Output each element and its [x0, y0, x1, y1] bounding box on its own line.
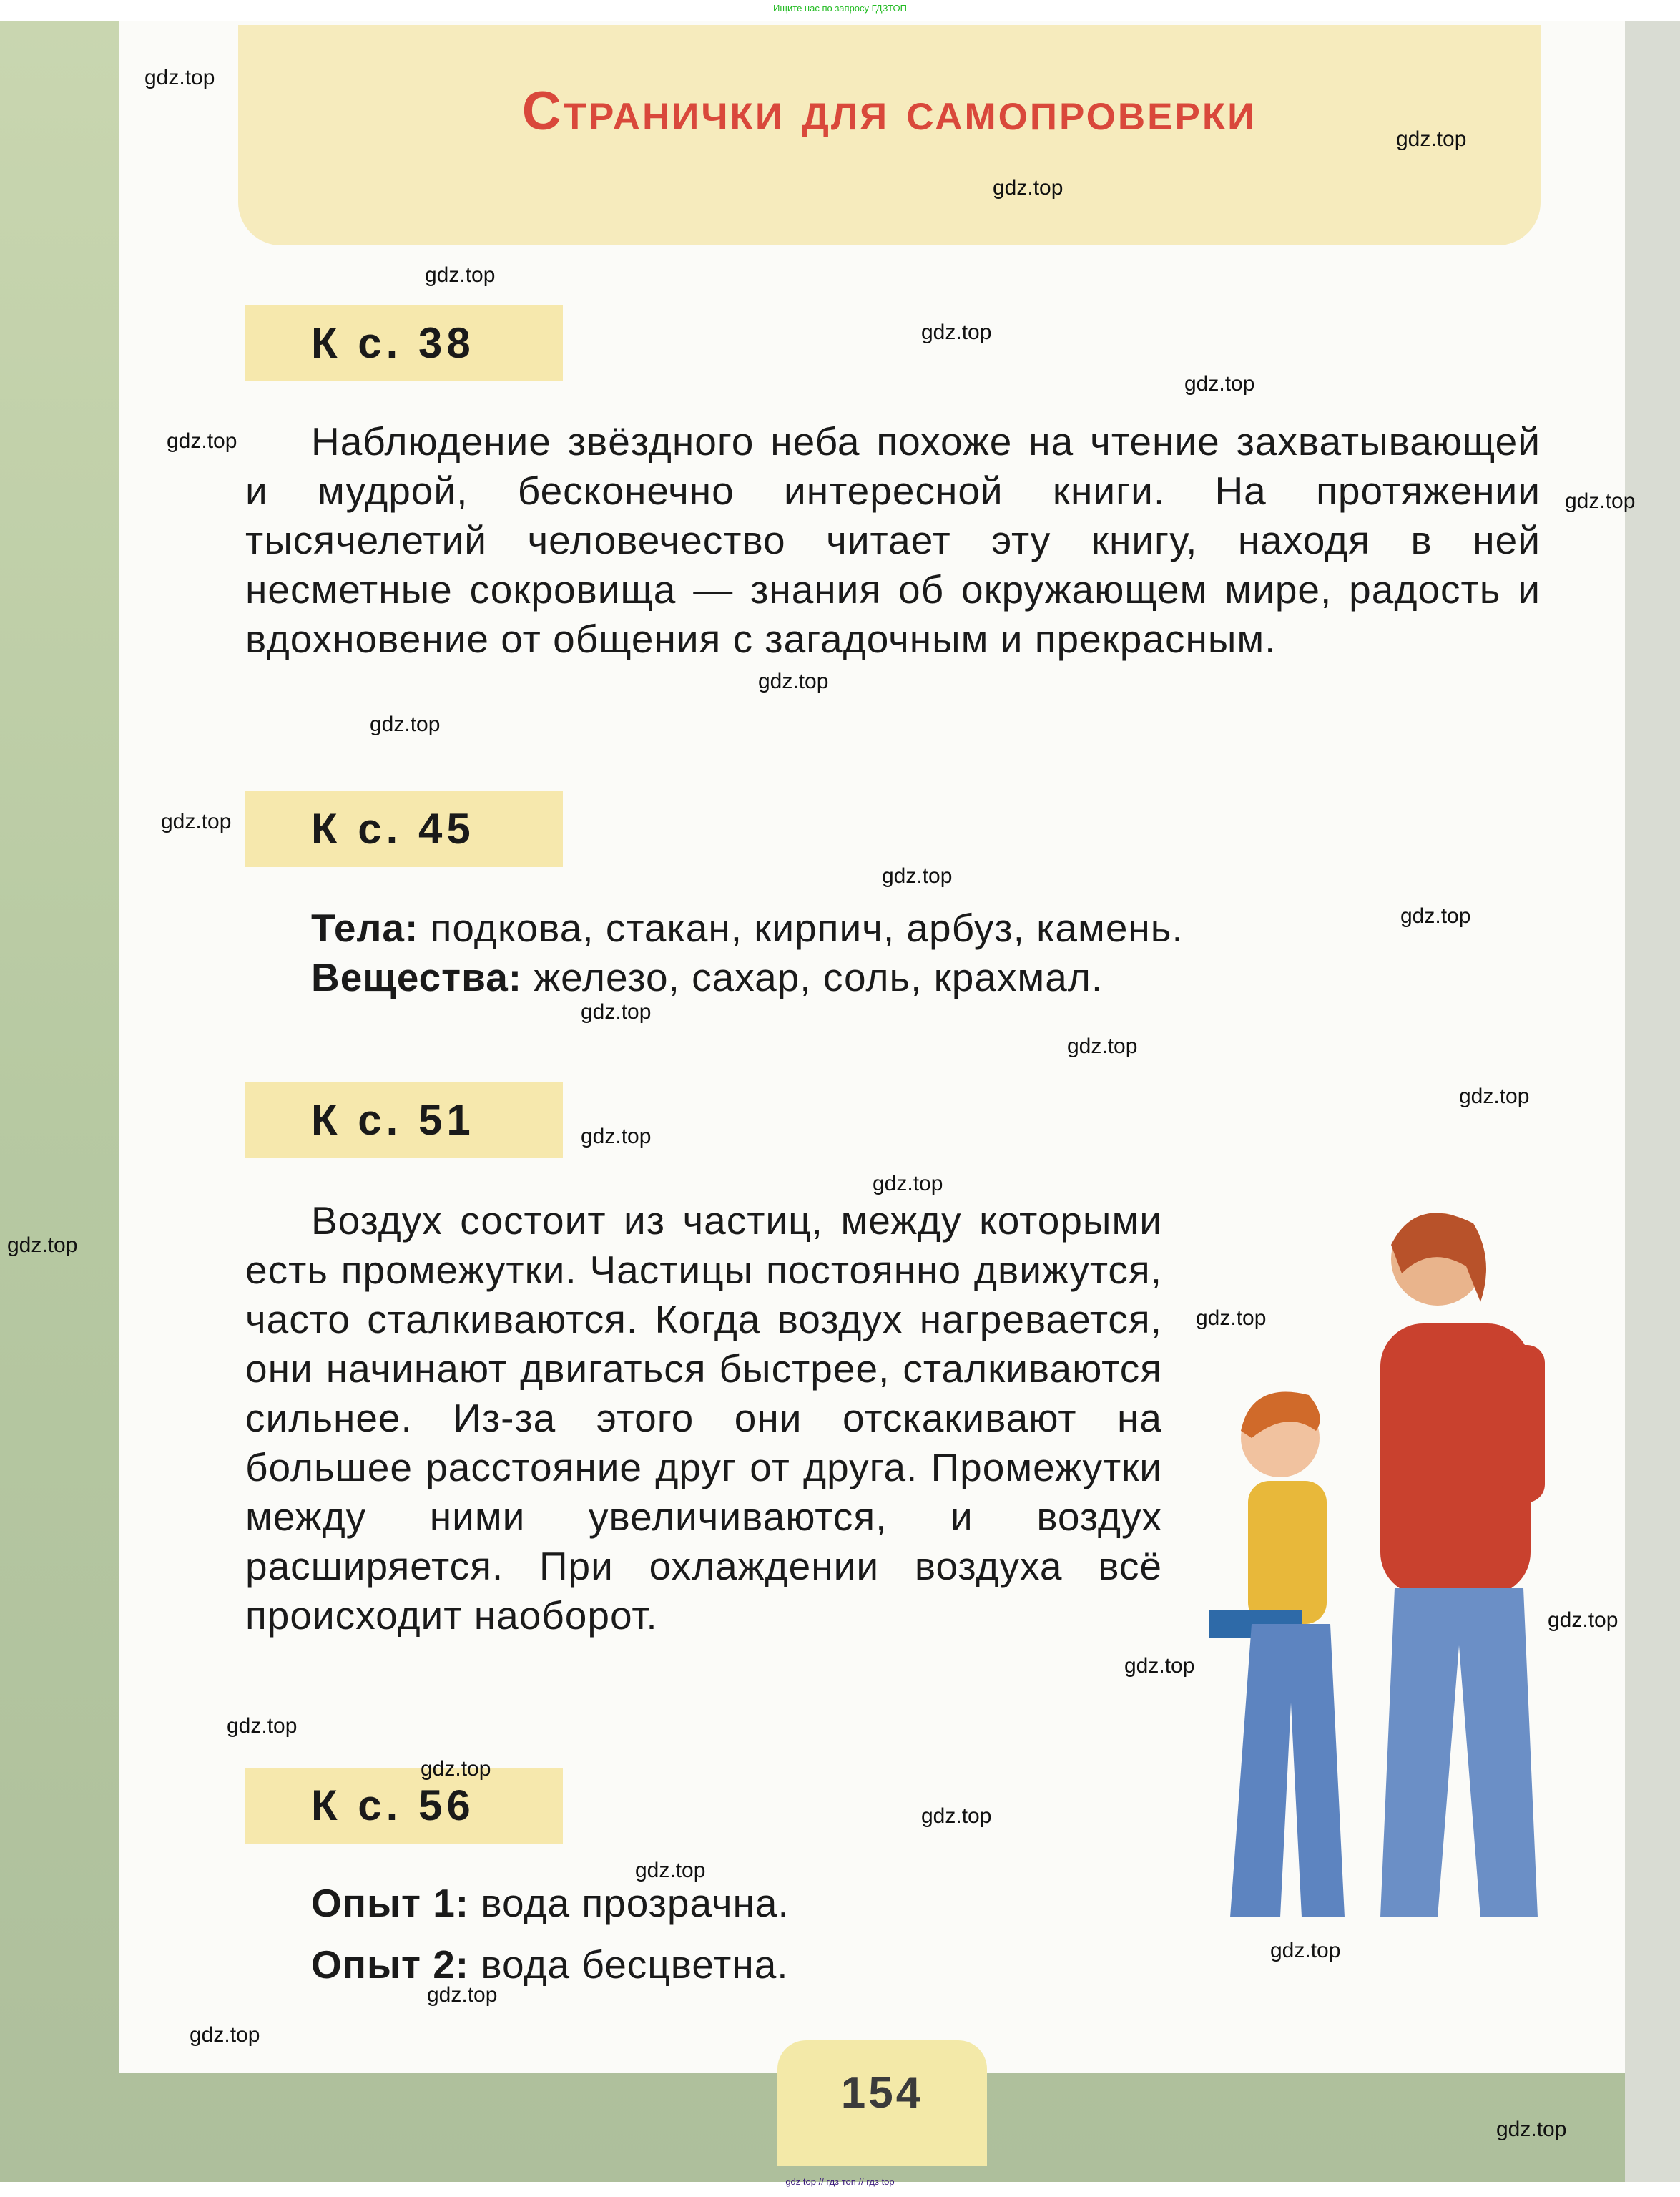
answer-text: Наблюдение звёздного неба похоже на чтение захватывающей и мудрой, бесконечно интересной книги. На протяжении тысячелетий человечество читает эту книгу, находя в ней несметные сокровища — знания об окружающем мире, радость и вдохновение от общения с загадочным и прекрасным. [245, 419, 1541, 661]
watermark: gdz.top [1184, 372, 1255, 396]
top-note: Ищите нас по запросу ГДЗТОП [772, 3, 907, 14]
watermark: gdz.top [7, 1233, 78, 1257]
watermark: gdz.top [1400, 904, 1471, 928]
section-tag-label: К с. 45 [311, 805, 475, 853]
watermark: gdz.top [421, 1757, 491, 1781]
watermark: gdz.top [370, 713, 441, 736]
answer-p51 [245, 1196, 1162, 1640]
watermark: gdz.top [1067, 1034, 1138, 1058]
section-tag-label: К с. 38 [311, 319, 475, 367]
experiment-2-text: вода бесцветна. [481, 1942, 789, 1987]
watermark: gdz.top [993, 176, 1063, 200]
substances-text: железо, сахар, соль, крахмал. [534, 955, 1104, 999]
man-figure [1380, 1213, 1545, 1917]
watermark: gdz.top [1196, 1306, 1267, 1330]
watermark: gdz.top [161, 810, 232, 833]
watermark: gdz.top [882, 864, 953, 888]
section-tag-51 [245, 1082, 563, 1158]
watermark: gdz.top [190, 2023, 260, 2047]
watermark: gdz.top [758, 670, 829, 693]
page-number: 154 [840, 2068, 924, 2118]
experiment-1-line [311, 1880, 790, 1926]
section-tag-45 [245, 791, 563, 867]
watermark: gdz.top [425, 263, 496, 287]
experiment-2-label: Опыт 2: [311, 1942, 470, 1987]
page-title: Странички для самопроверки [521, 81, 1257, 142]
watermark: gdz.top [873, 1172, 943, 1195]
section-tag-38 [245, 305, 563, 381]
watermark: gdz.top [427, 1983, 498, 2007]
bodies-text: подкова, стакан, кирпич, арбуз, камень. [430, 906, 1184, 950]
experiment-2-line [311, 1942, 789, 1987]
answer-p38 [245, 417, 1541, 664]
watermark: gdz.top [144, 66, 215, 89]
watermark: gdz.top [581, 1000, 652, 1024]
watermark: gdz.top [1496, 2118, 1567, 2141]
watermark: gdz.top [1459, 1085, 1530, 1108]
substances-label: Вещества: [311, 955, 523, 999]
section-tag-56 [245, 1768, 563, 1844]
watermark: gdz.top [167, 429, 237, 453]
watermark: gdz.top [1396, 127, 1467, 151]
bottom-note: gdz top // гдз топ // гдз top [785, 2176, 895, 2187]
boy-figure [1209, 1392, 1345, 1917]
watermark: gdz.top [921, 1804, 992, 1828]
watermark: gdz.top [1548, 1608, 1618, 1632]
page-edge [1625, 21, 1680, 2182]
substances-line [311, 954, 1103, 1000]
answer-text: Воздух состоит из частиц, между которыми есть промежутки. Частицы постоянно движутся, часто сталкиваются. Когда воздух нагревается, они начинают двигаться быстрее, сталкиваются сильнее. Из-за этого они отскакивают на большее расстояние друг от друга. Промежутки между ними увеличиваются, и воздух расширяется. При охлаждении воздуха всё происходит наоборот. [245, 1198, 1162, 1638]
watermark: gdz.top [921, 321, 992, 344]
bodies-label: Тела: [311, 906, 419, 950]
watermark: gdz.top [1124, 1654, 1195, 1678]
watermark: gdz.top [1270, 1939, 1341, 1962]
watermark: gdz.top [227, 1714, 298, 1738]
watermark: gdz.top [635, 1859, 706, 1882]
watermark: gdz.top [581, 1125, 652, 1148]
experiment-1-text: вода прозрачна. [481, 1881, 790, 1925]
section-tag-label: К с. 56 [311, 1781, 475, 1829]
watermark: gdz.top [1565, 489, 1636, 513]
section-tag-label: К с. 51 [311, 1096, 475, 1144]
bodies-line [311, 905, 1184, 951]
experiment-1-label: Опыт 1: [311, 1881, 470, 1925]
